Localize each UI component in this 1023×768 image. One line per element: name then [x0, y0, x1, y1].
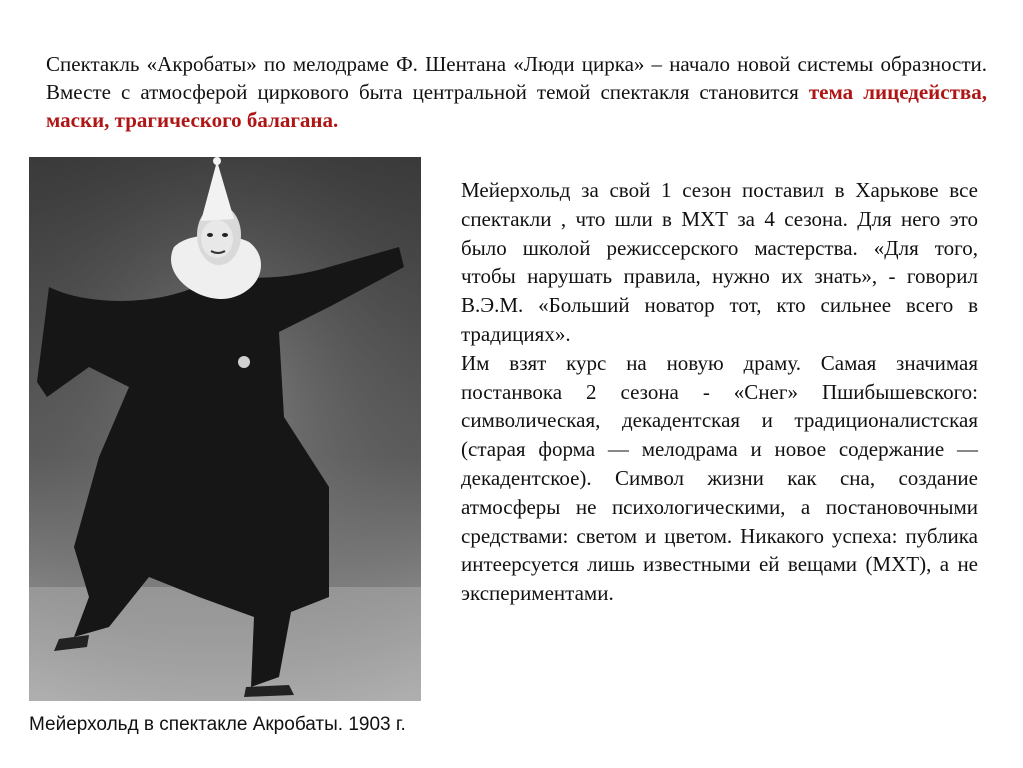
body-paragraph: Мейерхольд за свой 1 сезон поставил в Харькове все спектакли , что шли в МХТ за 4 сезона. Для него это было школой режиссерского мастерства. «Для того, чтобы нарушать правила, нужно их знать», - говорил В.Э.М. «Больший новатор тот, кто сильнее всего в традициях».	[461, 178, 978, 346]
clown-photo	[29, 157, 421, 701]
body-text	[461, 176, 978, 608]
intro-paragraph	[46, 50, 987, 134]
intro-accent-text: тема лицедейства, маски, трагического балагана.	[46, 80, 988, 132]
body-paragraph: Им взят курс на новую драму. Самая значимая постанвока 2 сезона - «Снег» Пшибышевского: символическая, декадентская и традиционалистская (старая форма — мелодрама и новое содержание — декадентское). Символ жизни как сна, создание атмосферы не психологическими, а постановочными средствами: светом и цветом. Никакого успеха: публика интеерсуется лишь известными ей вещами (МХТ), а не экспериментами.	[461, 350, 978, 606]
intro-text: Спектакль «Акробаты» по мелодраме Ф. Шентана «Люди цирка» – начало новой системы образности. Вместе с атмосферой циркового быта центральной темой спектакля становится	[46, 52, 987, 104]
photo-caption: Мейерхольд в спектакле Акробаты. 1903 г.	[29, 714, 406, 735]
